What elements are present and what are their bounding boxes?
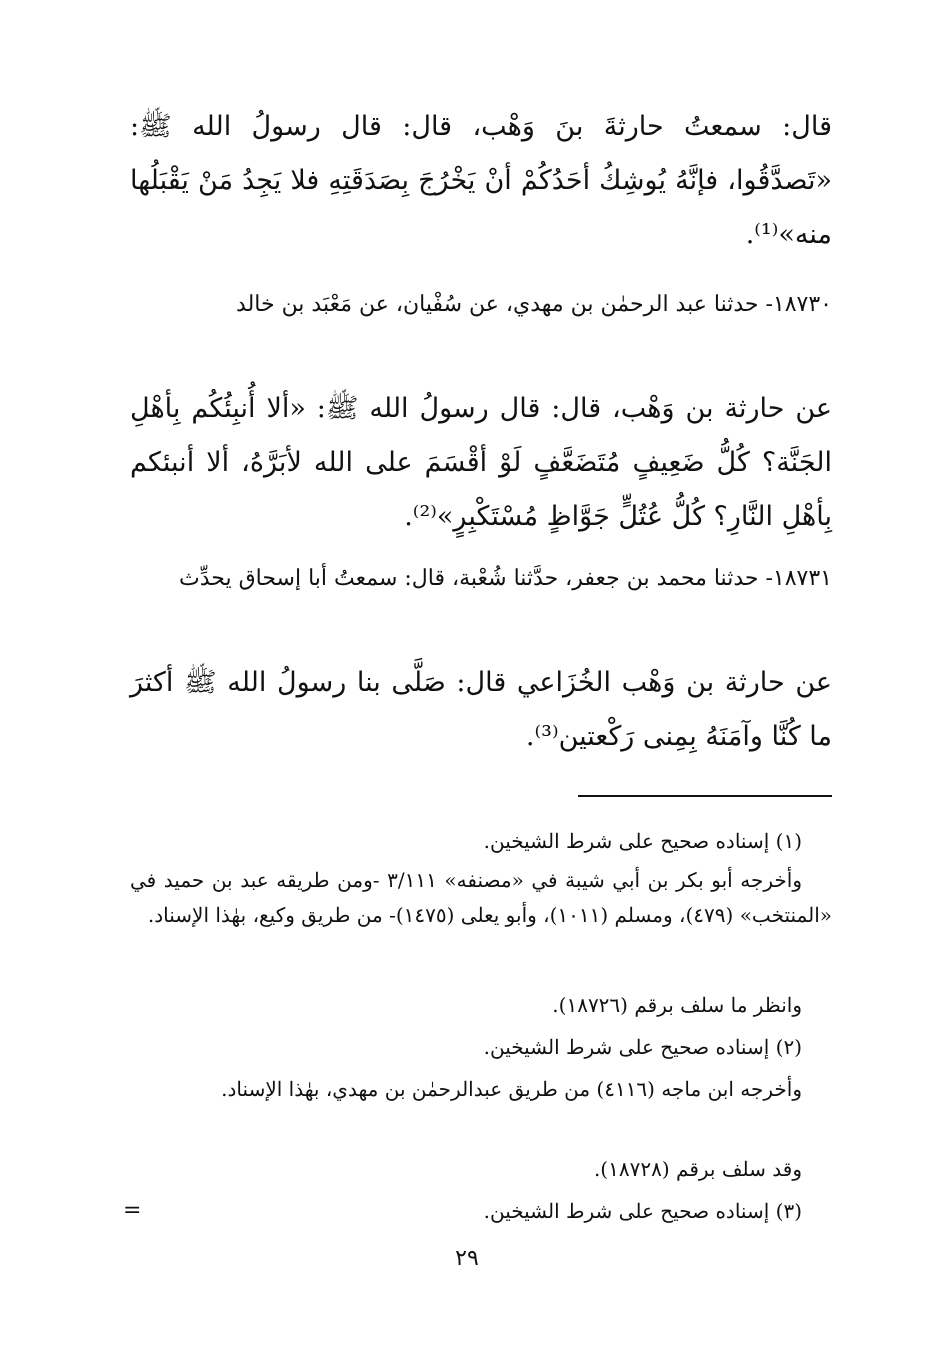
continuation-mark: =: [123, 1198, 142, 1223]
isnad-18730: ١٨٧٣٠- حدثنا عبد الرحمٰن بن مهدي، عن سُفْيان، عن مَعْبَد بن خالد: [236, 292, 832, 317]
footnote-separator: [578, 795, 832, 797]
hadith-paragraph-3: عن حارثة بن وَهْب الخُزَاعي قال: صَلَّى بنا رسولُ الله ﷺ أكثرَ ما كُنَّا وآمَنَهُ بِمِنى رَكْعتين⁽³⁾.: [130, 667, 832, 752]
footnote-1-see-also: وانظر ما سلف برقم (١٨٧٢٦).: [552, 993, 802, 1017]
footnote-1: (١) إسناده صحيح على شرط الشيخين.: [483, 829, 802, 853]
footnote-2-see-also: وقد سلف برقم (١٨٧٢٨).: [593, 1157, 802, 1181]
footnote-2-detail: وأخرجه ابن ماجه (٤١١٦) من طريق عبدالرحمٰن بن مهدي، بهٰذا الإسناد.: [221, 1077, 802, 1101]
footnote-2: (٢) إسناده صحيح على شرط الشيخين.: [483, 1035, 802, 1059]
hadith-paragraph-2: عن حارثة بن وَهْب، قال: قال رسولُ الله ﷺ: «ألا أُنبِئُكُم بِأهْلِ الجَنَّة؟ كُلُّ ضَعِيفٍ مُتَضَعَّفٍ لَوْ أقْسَمَ على الله لأبَرَّهُ، ألا أنبئكم بِأهْلِ النَّارِ؟ كُلُّ عُتُلٍّ جَوَّاظٍ مُسْتَكْبِرٍ»⁽²⁾.: [130, 393, 832, 532]
isnad-18731: ١٨٧٣١- حدثنا محمد بن جعفر، حدَّثنا شُعْبة، قال: سمعتُ أبا إسحاق يحدِّث: [179, 566, 832, 591]
hadith-paragraph-1: قال: سمعتُ حارثةَ بنَ وَهْب، قال: قال رسولُ الله ﷺ: «تَصدَّقُوا، فإنَّهُ يُوشِكُ أحَدُكُمْ أنْ يَخْرُجَ بِصَدَقَتِهِ فلا يَجِدُ مَنْ يَقْبَلُها منه»⁽¹⁾.: [130, 111, 832, 250]
footnote-3: (٣) إسناده صحيح على شرط الشيخين.: [483, 1199, 802, 1223]
page-number: ٢٩: [455, 1246, 479, 1271]
footnote-1-detail: وأخرجه أبو بكر بن أبي شيبة في «مصنفه» ٣/١١١ -ومن طريقه عبد بن حميد في «المنتخب» (٤٧٩)، ومسلم (١٠١١)، وأبو يعلى (١٤٧٥)- من طريق وكيع، بهٰذا الإسناد.: [130, 868, 832, 927]
